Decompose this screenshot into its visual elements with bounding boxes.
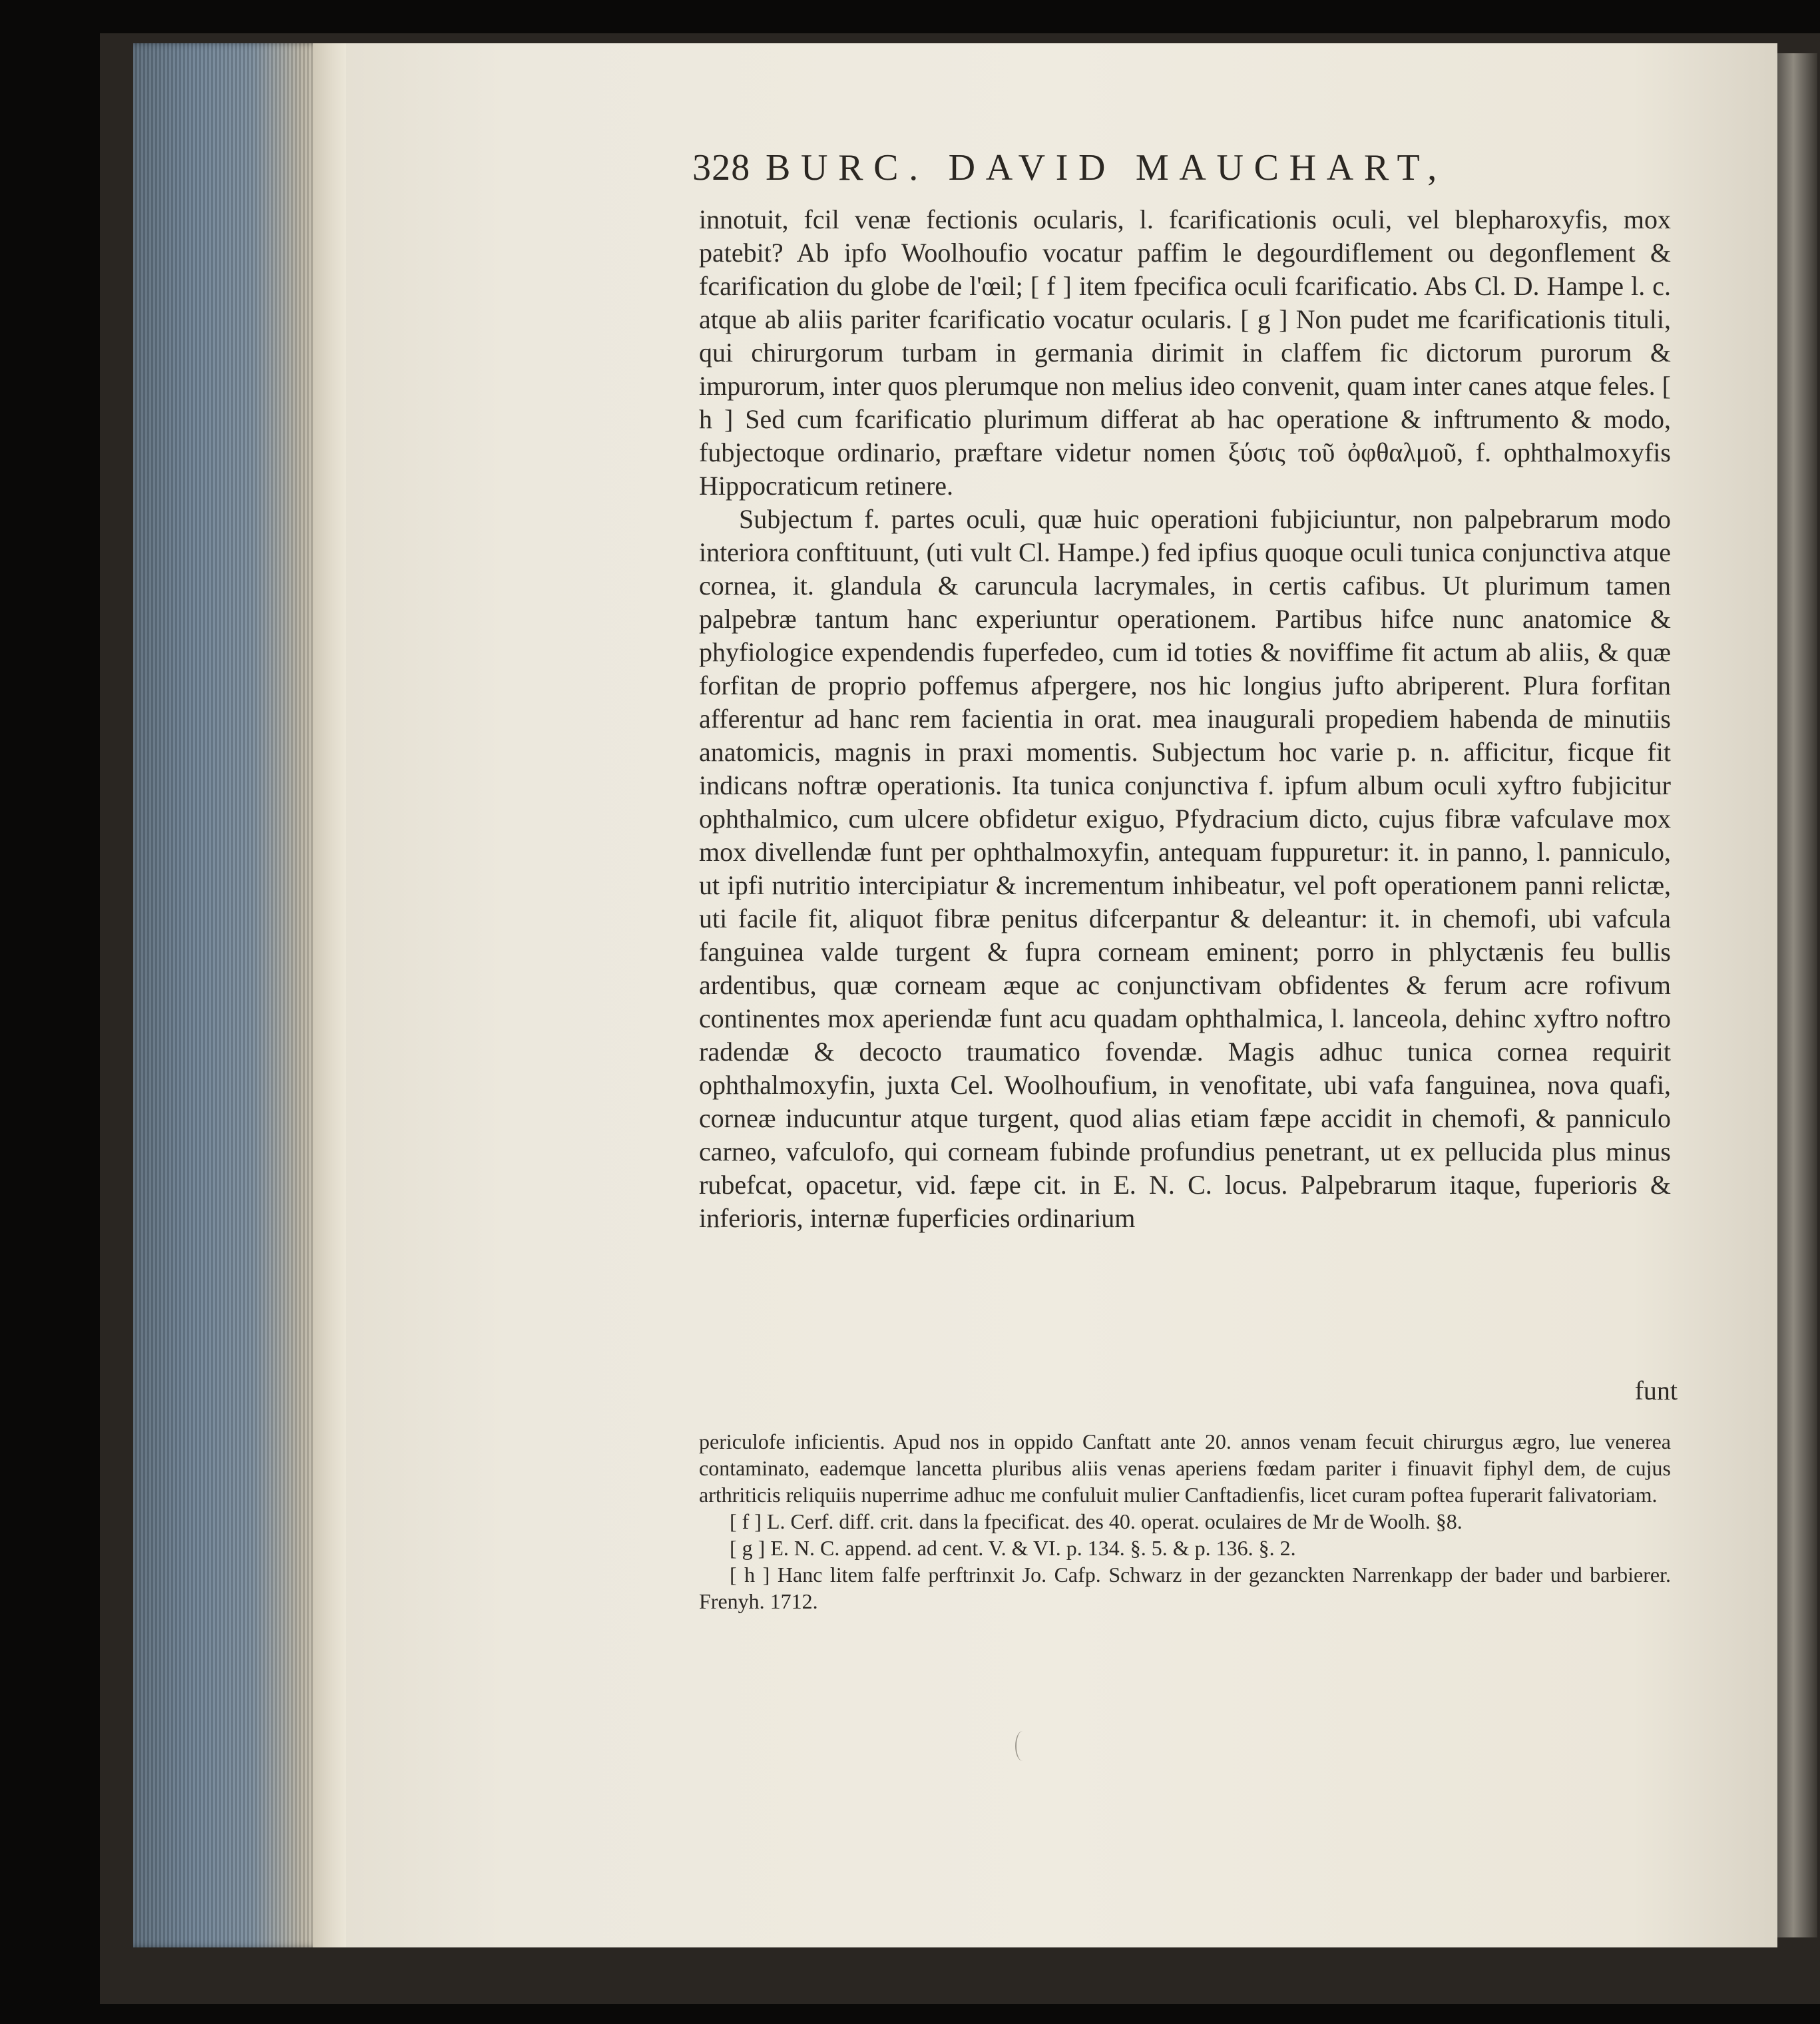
footnote-g: [ g ] E. N. C. append. ad cent. V. & VI. p. 134. §. 5. & p. 136. §. 2.	[730, 1536, 1296, 1560]
gutter	[313, 43, 346, 1947]
footnote-continuation: periculofe inficientis. Apud nos in oppido Canftatt ante 20. annos venam fecuit chirurgus ægro, lue venerea contaminato, eademque lancetta pluribus aliis venas aperiens fœdam pariter i finuavit fiphyl dem, de cujus arthriticis reliquiis nuperrime adhuc me confuluit mulier Canftadienfis, licet curam poftea fuperarit falivatoriam.	[699, 1429, 1671, 1507]
footnote-f: [ f ] L. Cerf. diff. crit. dans la fpecificat. des 40. operat. oculaires de Mr de Woolh. §8.	[730, 1509, 1463, 1533]
footnotes	[699, 1428, 1671, 1615]
catchword: funt	[1634, 1376, 1678, 1405]
page-header	[692, 146, 1678, 193]
paragraph: Subjectum f. partes oculi, quæ huic operationi fubjiciuntur, non palpebrarum modo interiora conftituunt, (uti vult Cl. Hampe.) fed ipfius quoque oculi tunica conjunctiva atque cornea, it. glandula & caruncula lacrymales, in certis cafibus. Ut plurimum tamen palpebræ tantum hanc experiuntur operationem. Partibus hifce nunc anatomice & phyfiologice expendendis fuperfedeo, cum id toties & noviffime fit actum ab aliis, & quæ forfitan de proprio poffemus afpergere, nos hic longius jufto abriperent. Plura forfitan afferentur ad hanc rem facientia in orat. mea inaugurali propediem habenda de minutiis anatomicis, magnis in praxi momentis. Subjectum hoc varie p. n. afficitur, ficque fit indicans noftræ operationis. Ita tunica conjunctiva f. ipfum album oculi xyftro fubjicitur ophthalmico, cum ulcere obfidetur exiguo, Pfydracium dicto, cujus fibræ vafculave mox mox divellendæ funt per ophthalmoxyfin, antequam fuppuretur: it. in panno, l. panniculo, ut ipfi nutritio intercipiatur & incrementum inhibeatur, vel poft operationem panni relictæ, uti facile fit, aliquot fibræ penitus difcerpantur & deleantur: it. in chemofi, ubi vafcula fanguinea valde turgent & fupra corneam eminent; porro in phlyctænis feu bullis ardentibus, quæ corneam æque ac conjunctivam obfidentes & ferum acre rofivum continentes mox aperiendæ funt acu quadam ophthalmica, l. lanceola, dehinc xyftro noftro radendæ & decocto traumatico fovendæ. Magis adhuc tunica cornea requirit ophthalmoxyfin, juxta Cel. Woolhoufium, in venofitate, ubi vafa fanguinea, nova quafi, corneæ inducuntur atque turgent, quod alias etiam fæpe accidit in chemofi, & panniculo carneo, vafculofo, qui corneam fubinde profundius penetrant, ut ex pellucida plus minus rubefcat, opacetur, vid. fæpe cit. in E. N. C. locus. Palpebrarum itaque, fuperioris & inferioris, internæ fuperficies ordinarium	[699, 504, 1671, 1233]
facing-page-edge	[1777, 53, 1817, 1937]
page-edges	[133, 43, 333, 1947]
page-number: 328	[692, 147, 751, 188]
footnote-h: [ h ] Hanc litem falfe perftrinxit Jo. Cafp. Schwarz in der gezanckten Narrenkapp der bader und barbierer. Frenyh. 1712.	[699, 1563, 1671, 1613]
running-head: BURC. DAVID MAUCHART,	[766, 147, 1447, 188]
paragraph: innotuit, fcil venæ fectionis ocularis, l. fcarificationis oculi, vel blepharoxyfis, mox patebit? Ab ipfo Woolhoufio vocatur paffim le degourdiflement ou degonflement & fcarification du globe de l'œil; [ f ] item fpecifica oculi fcarificatio. Abs Cl. D. Hampe l. c. atque ab aliis pariter fcarificatio vocatur ocularis. [ g ] Non pudet me fcarificationis tituli, qui chirurgorum turbam in germania dirimit in claffem fic dictorum purorum & impurorum, inter quos plerumque non melius ideo convenit, quam inter canes atque feles. [ h ] Sed cum fcarificatio plurimum differat ab hac operatione & inftrumento & modo, fubjectoque ordinario, præftare videtur nomen ξύσις τοῦ ὀφθαλμοῦ, f. ophthalmoxyfis Hippocraticum retinere.	[699, 204, 1671, 501]
pencil-mark	[1015, 1731, 1030, 1761]
main-text	[699, 203, 1671, 1235]
